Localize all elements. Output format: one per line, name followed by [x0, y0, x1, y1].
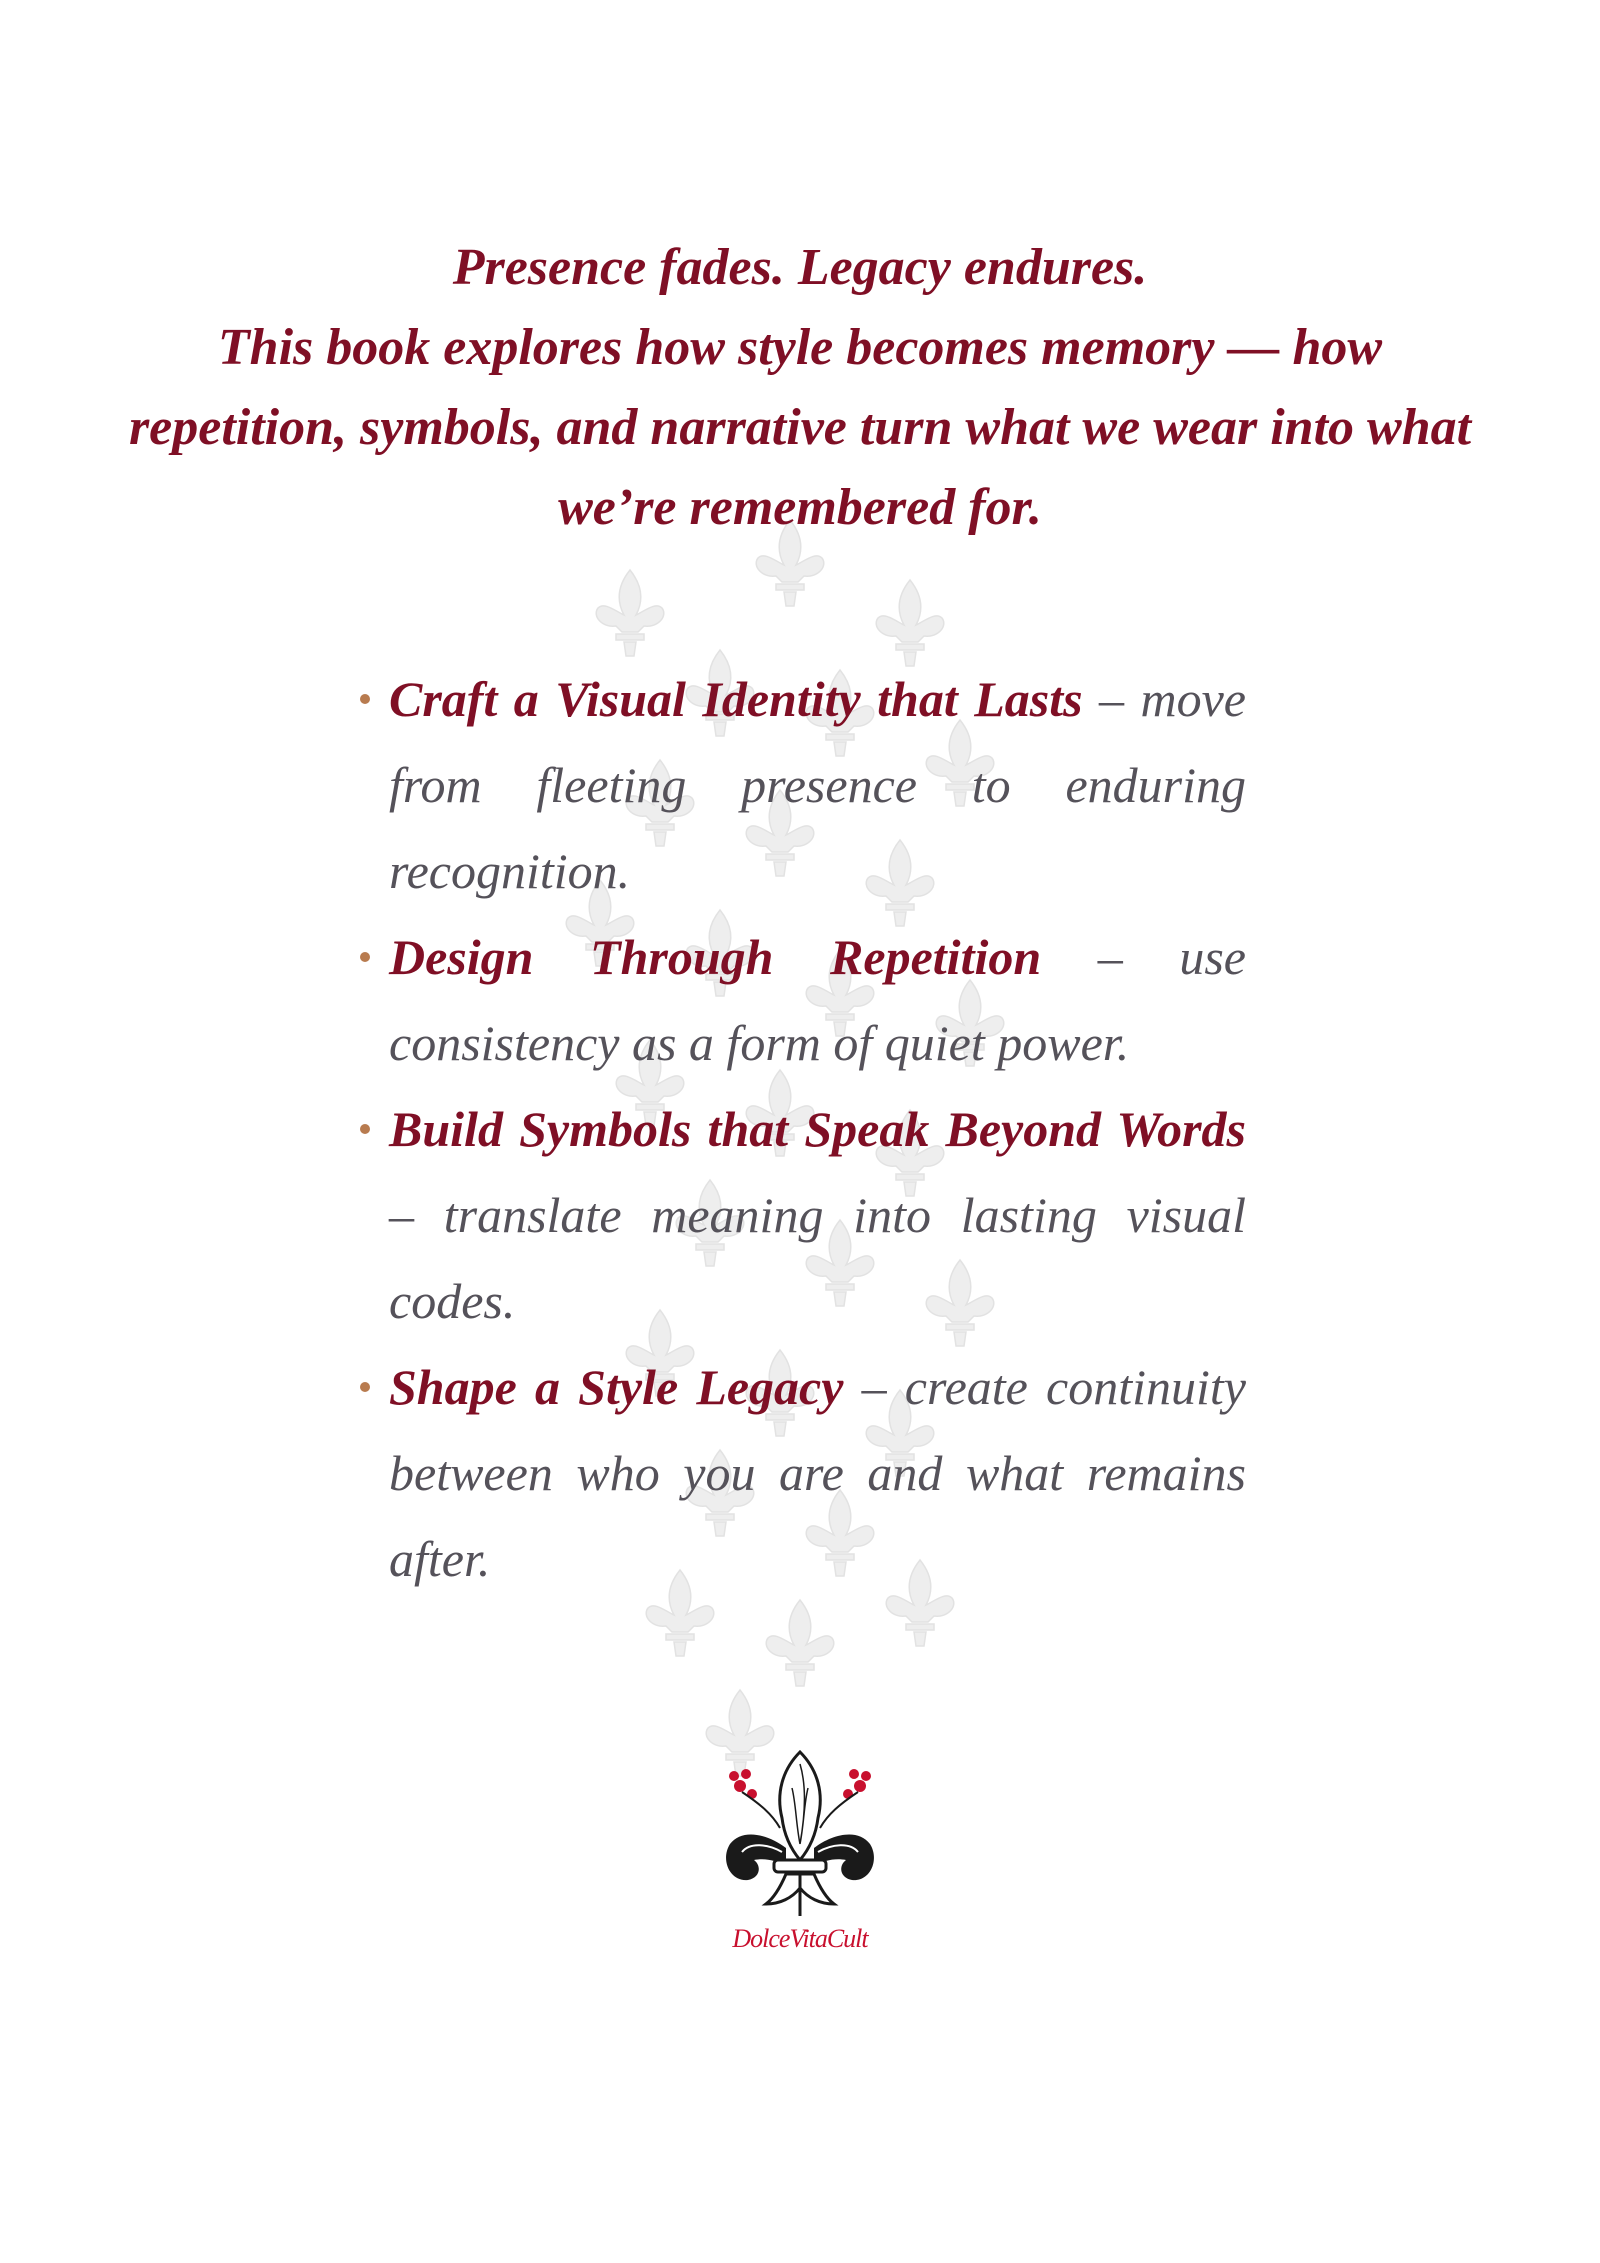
fleur-de-lis-icon: [720, 1748, 880, 1923]
brand-wordmark: DolceVitaCult: [732, 1924, 868, 1953]
intro-line-1: Presence fades. Legacy endures.: [452, 239, 1148, 296]
bullet-dot-icon: [360, 1124, 370, 1134]
intro-heading: [60, 228, 1540, 548]
bullet-title: Design Through Repetition: [389, 929, 1042, 985]
bullet-text: – create continuity between who you are and what remains after.: [389, 1359, 1246, 1587]
bullet-dot-icon: [360, 1382, 370, 1392]
intro-line-4: we’re remembered for.: [558, 479, 1042, 536]
bullet-title: Shape a Style Legacy: [389, 1359, 844, 1415]
bullet-text: – use consistency as a form of quiet power.: [389, 929, 1246, 1071]
bullet-title: Craft a Visual Identity that Lasts: [389, 671, 1083, 727]
bullet-text: – move from fleeting presence to enduring recognition.: [389, 671, 1246, 899]
bullet-title: Build Symbols that Speak Beyond Words: [389, 1101, 1246, 1157]
intro-line-2: This book explores how style becomes memory — how: [217, 319, 1383, 376]
list-item: [356, 914, 1246, 1086]
feature-list: [356, 656, 1246, 1602]
list-item: [356, 656, 1246, 914]
bullet-dot-icon: [360, 694, 370, 704]
brand-logo: [720, 1748, 880, 1968]
bullet-text: – translate meaning into lasting visual codes.: [389, 1187, 1246, 1329]
list-item: [356, 1086, 1246, 1344]
intro-line-3: repetition, symbols, and narrative turn what we wear into what: [128, 399, 1472, 456]
list-item: [356, 1344, 1246, 1602]
bullet-dot-icon: [360, 952, 370, 962]
